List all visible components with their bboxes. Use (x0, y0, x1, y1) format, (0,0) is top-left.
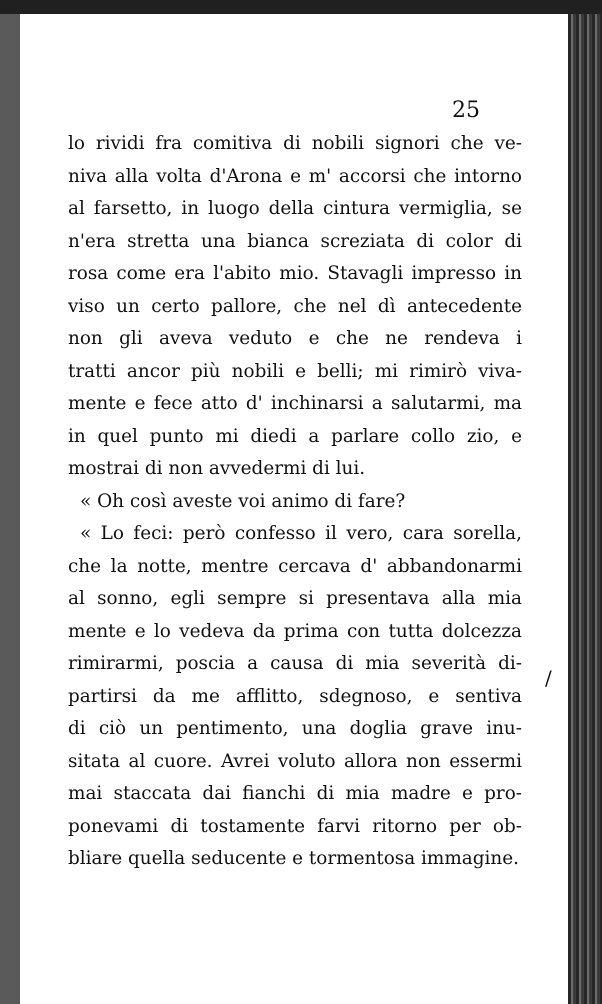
text-line: mente e fece atto d' inchinarsi a salutarmi, ma (68, 393, 522, 414)
page-number: 25 (452, 98, 480, 123)
text-line: tratti ancor più nobili e belli; mi rimirò viva- (68, 360, 522, 382)
text-line: viso un certo pallore, che nel dì antecedente (68, 295, 522, 317)
text-line: ponevami di tostamente farvi ritorno per ob- (68, 815, 522, 837)
text-line: mente e lo vedeva da prima con tutta dolcezza (68, 620, 522, 642)
text-line: rimirarmi, poscia a causa di mia severità di- (68, 653, 522, 674)
text-line: niva alla volta d'Arona e m' accorsi che intorno (68, 165, 522, 187)
text-line: di ciò un pentimento, una doglia grave inu- (68, 718, 522, 739)
text-line: bliare quella seducente e tormentosa immagine. (68, 848, 519, 869)
text-line: al farsetto, in luogo della cintura vermiglia, se (68, 198, 522, 219)
book-page (20, 14, 568, 1004)
text-line: mai staccata dai fianchi di mia madre e pro- (68, 783, 522, 804)
text-line: rosa come era l'abito mio. Stavagli impresso in (68, 263, 522, 284)
text-line: partirsi da me afflitto, sdegnoso, e sentiva (68, 685, 522, 707)
book-page-edges (568, 14, 602, 1004)
body-text (68, 128, 522, 876)
text-line: non gli aveva veduto e che ne rendeva i (68, 328, 522, 349)
text-line: « Lo feci: però confesso il vero, cara sorella, (80, 523, 522, 544)
text-line: lo rividi fra comitiva di nobili signori che ve- (68, 133, 522, 154)
text-line: « Oh così aveste voi animo di fare? (80, 490, 406, 512)
text-line: n'era stretta una bianca screziata di color di (68, 230, 522, 252)
text-line: che la notte, mentre cercava d' abbandonarmi (68, 555, 522, 577)
text-line: al sonno, egli sempre si presentava alla mia (68, 588, 522, 609)
text-line: sitata al cuore. Avrei voluto allora non essermi (68, 750, 522, 772)
text-line: mostrai di non avvedermi di lui. (68, 458, 366, 479)
scan-left-margin (0, 14, 20, 1004)
margin-mark: / (545, 666, 552, 690)
text-line: in quel punto mi diedi a parlare collo zio, e (68, 425, 522, 447)
